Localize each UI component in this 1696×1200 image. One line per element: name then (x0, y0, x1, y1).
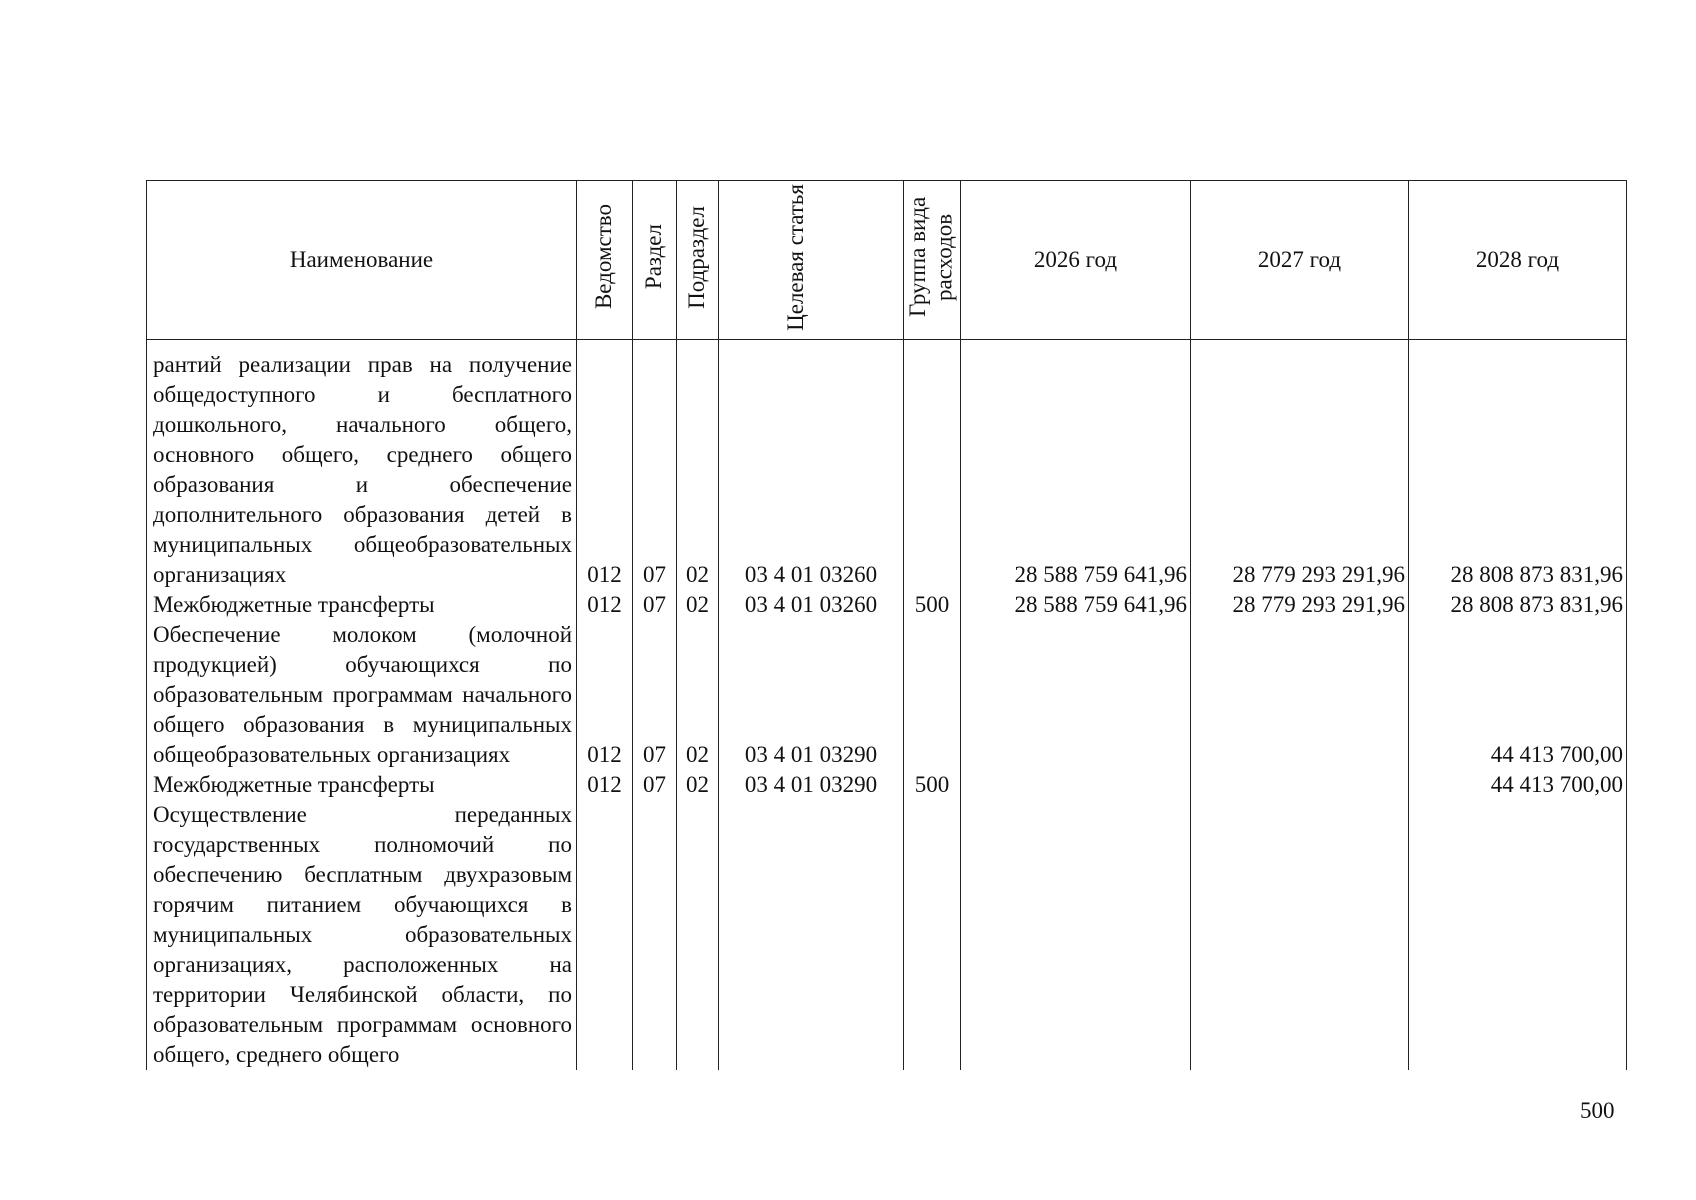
page-number: 500 (1580, 1098, 1615, 1123)
row-name: Обеспечение молоком (молочной продукцией) обучающихся по образовательным программам начального общего образования в муниципальных общеобразовательных организациях (147, 620, 577, 770)
header-celevaya-statya: Целевая статья (783, 183, 808, 331)
row-podrazdel: 02 (677, 350, 719, 590)
row-gruppa (904, 350, 961, 590)
row-podrazdel (677, 800, 719, 1070)
row-name: Межбюджетные трансферты (147, 590, 577, 620)
table-row (147, 770, 1627, 800)
row-2026 (961, 770, 1191, 800)
row-2026 (961, 620, 1191, 770)
row-gruppa (904, 800, 961, 1070)
header-vedomstvo: Ведомство (591, 204, 617, 310)
row-celevaya: 03 4 01 03260 (719, 350, 904, 590)
table-row (147, 350, 1627, 590)
row-name: Межбюджетные трансферты (147, 770, 577, 800)
row-2027: 28 779 293 291,96 (1191, 350, 1409, 590)
table-row (147, 590, 1627, 620)
row-gruppa (904, 620, 961, 770)
header-razdel: Раздел (641, 224, 667, 290)
row-2026: 28 588 759 641,96 (961, 590, 1191, 620)
row-name: рантий реализации прав на получение общедоступного и бесплатного дошкольного, начального общего, основного общего, среднего общего образования и обеспечение дополнительного образования детей в муниципальных общеобразовательных организациях (147, 350, 577, 590)
row-podrazdel: 02 (677, 770, 719, 800)
row-gruppa: 500 (904, 590, 961, 620)
top-spacer (147, 340, 1627, 351)
row-celevaya: 03 4 01 03290 (719, 770, 904, 800)
header-2026: 2026 год (961, 181, 1191, 340)
table-row (147, 800, 1627, 1070)
table-row (147, 620, 1627, 770)
row-2028: 44 413 700,00 (1409, 770, 1627, 800)
row-gruppa: 500 (904, 770, 961, 800)
row-celevaya: 03 4 01 03260 (719, 590, 904, 620)
row-razdel: 07 (633, 620, 677, 770)
row-2027 (1191, 770, 1409, 800)
row-razdel: 07 (633, 770, 677, 800)
row-celevaya: 03 4 01 03290 (719, 620, 904, 770)
row-podrazdel: 02 (677, 620, 719, 770)
budget-table (146, 180, 1627, 1070)
row-name: Осуществление переданных государственных полномочий по обеспечению бесплатным двухразовым горячим питанием обучающихся в муниципальных образовательных организациях, расположенных на территории Челябинской области, по образовательным программам основного общего, среднего общего (147, 800, 577, 1070)
row-vedomstvo: 012 (577, 620, 633, 770)
row-vedomstvo (577, 800, 633, 1070)
header-2028: 2028 год (1409, 181, 1627, 340)
row-razdel: 07 (633, 590, 677, 620)
row-2027: 28 779 293 291,96 (1191, 590, 1409, 620)
header-2027: 2027 год (1191, 181, 1409, 340)
row-2027 (1191, 800, 1409, 1070)
header-row (147, 181, 1627, 340)
row-2028: 28 808 873 831,96 (1409, 590, 1627, 620)
row-2026 (961, 800, 1191, 1070)
row-celevaya (719, 800, 904, 1070)
row-podrazdel: 02 (677, 590, 719, 620)
row-2028: 44 413 700,00 (1409, 620, 1627, 770)
row-vedomstvo: 012 (577, 350, 633, 590)
header-gruppa-vida-rashodov: Группа вида расходов (905, 196, 957, 318)
row-2027 (1191, 620, 1409, 770)
row-2026: 28 588 759 641,96 (961, 350, 1191, 590)
row-2028: 28 808 873 831,96 (1409, 350, 1627, 590)
row-2028 (1409, 800, 1627, 1070)
row-razdel: 07 (633, 350, 677, 590)
row-razdel (633, 800, 677, 1070)
header-podrazdel: Подраздел (684, 205, 710, 309)
row-vedomstvo: 012 (577, 770, 633, 800)
header-name: Наименование (147, 181, 577, 340)
row-vedomstvo: 012 (577, 590, 633, 620)
